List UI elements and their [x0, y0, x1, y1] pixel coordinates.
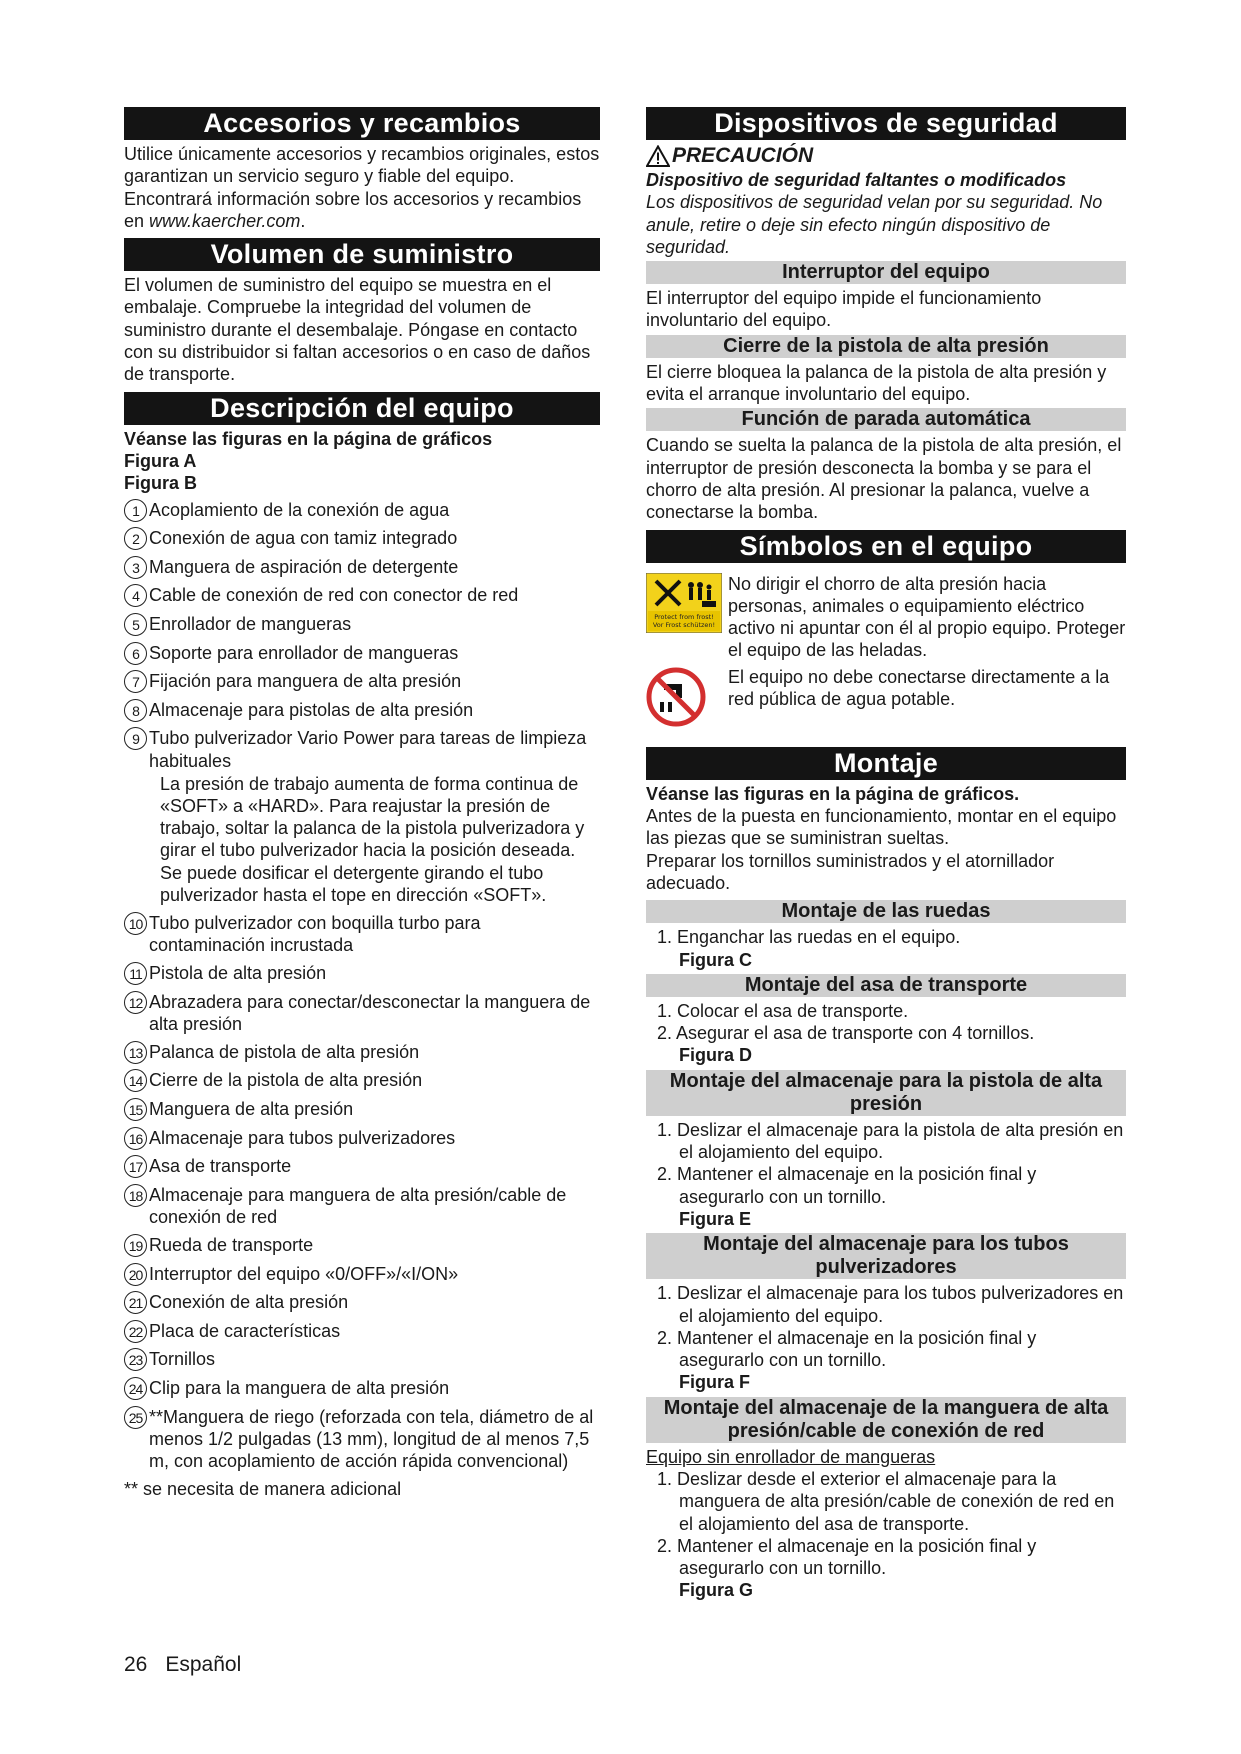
item-label: Almacenaje para manguera de alta presión/cable de conexión de red — [149, 1184, 567, 1228]
component-item — [124, 642, 600, 665]
item-label: Placa de características — [149, 1320, 341, 1341]
component-item — [124, 613, 600, 636]
handle-steps — [646, 1000, 1126, 1045]
figure-f-label: Figura F — [679, 1372, 750, 1393]
figure-b-label: Figura B — [124, 473, 198, 494]
item-number-badge: 25 — [124, 1406, 147, 1429]
frost-warning-sticker-icon — [646, 573, 722, 633]
subheading-wheels: Montaje de las ruedas — [646, 900, 1126, 923]
component-item — [124, 1320, 600, 1343]
item-number-badge: 1 — [124, 499, 147, 522]
item-9-note-text: La presión de trabajo aumenta de forma continua de «SOFT» a «HARD». Para reajustar la presión de trabajo, soltar la palanca de la pistola pulverizadora y girar el tubo pulverizador hacia la posición deseada. Se puede dosificar el detergente girando el tubo pulverizador hasta el tope en dirección «SOFT». — [160, 773, 585, 905]
item-number-badge: 18 — [124, 1184, 147, 1207]
subheading-auto-stop: Función de parada automática — [646, 408, 1126, 431]
hose-storage-steps — [646, 1468, 1126, 1579]
hose-storage-step: 2. Mantener el almacenaje en la posición final y asegurarlo con un tornillo. — [657, 1535, 1037, 1579]
item-number-badge: 7 — [124, 670, 147, 693]
no-drinking-water-symbol — [646, 666, 722, 733]
item-label: Manguera de aspiración de detergente — [149, 556, 459, 577]
tube-storage-step: 2. Mantener el almacenaje en la posición final y asegurarlo con un tornillo. — [657, 1327, 1037, 1371]
item-label: Cable de conexión de red con conector de red — [149, 585, 519, 606]
component-item — [124, 1098, 600, 1121]
item-label: Fijación para manguera de alta presión — [149, 671, 462, 692]
component-item — [124, 1041, 600, 1064]
section-heading-supply: Volumen de suministro — [124, 238, 600, 271]
component-item — [124, 556, 600, 579]
assembly-see-figures: Véanse las figuras en la página de gráficos. — [646, 783, 1020, 804]
figure-d-label: Figura D — [679, 1045, 753, 1066]
subheading-switch: Interruptor del equipo — [646, 261, 1126, 284]
item-number-badge: 16 — [124, 1127, 147, 1150]
item-number-badge: 19 — [124, 1234, 147, 1257]
component-item — [124, 1155, 600, 1178]
item-label: Pistola de alta presión — [149, 963, 327, 984]
figure-e-label: Figura E — [679, 1208, 752, 1229]
subheading-handle: Montaje del asa de transporte — [646, 974, 1126, 997]
item-9-note — [124, 773, 600, 907]
item-label: Soporte para enrollador de mangueras — [149, 642, 459, 663]
component-item — [124, 1377, 600, 1400]
symbol-row-jet — [646, 573, 1126, 662]
tube-storage-steps — [646, 1282, 1126, 1371]
supply-text: El volumen de suministro del equipo se muestra en el embalaje. Compruebe la integridad del volumen de suministro durante el desembalaje. Póngase en contacto con su distribuidor si faltan accesorios o en caso de daños de transporte. — [124, 275, 591, 385]
item-label: Manguera de alta presión — [149, 1099, 354, 1120]
component-item — [124, 699, 600, 722]
component-item — [124, 1406, 600, 1473]
component-item — [124, 584, 600, 607]
item-number-badge: 12 — [124, 991, 147, 1014]
subheading-gun-storage: Montaje del almacenaje para la pistola de alta presión — [646, 1070, 1126, 1116]
item-number-badge: 15 — [124, 1098, 147, 1121]
tube-storage-step: 1. Deslizar el almacenaje para los tubos pulverizadores en el alojamiento del equipo. — [657, 1283, 1124, 1326]
handle-step: 1. Colocar el asa de transporte. — [657, 1000, 909, 1021]
component-item — [124, 1184, 600, 1229]
component-item — [124, 1291, 600, 1314]
symbol-jet-text: No dirigir el chorro de alta presión hacia personas, animales o equipamiento eléctrico activo ni apuntar con él al propio equipo. Proteger el equipo de las heladas. — [728, 573, 1126, 661]
section-heading-symbols: Símbolos en el equipo — [646, 530, 1126, 563]
section-heading-assembly: Montaje — [646, 747, 1126, 780]
gun-storage-step: 2. Mantener el almacenaje en la posición final y asegurarlo con un tornillo. — [657, 1164, 1037, 1207]
item-label: Asa de transporte — [149, 1156, 292, 1177]
item-label: Abrazadera para conectar/desconectar la manguera de alta presión — [149, 991, 591, 1034]
hose-storage-subtitle: Equipo sin enrollador de mangueras — [646, 1446, 936, 1467]
figure-c-label: Figura C — [679, 949, 753, 970]
section-heading-safety: Dispositivos de seguridad — [646, 107, 1126, 140]
item-label: Clip para la manguera de alta presión — [149, 1377, 450, 1398]
item-label: Interruptor del equipo «0/OFF»/«I/ON» — [149, 1263, 459, 1284]
component-item — [124, 1127, 600, 1150]
item-label: Tornillos — [149, 1349, 216, 1370]
symbol-water-text: El equipo no debe conectarse directamente a la red pública de agua potable. — [728, 666, 1110, 710]
subheading-gun-lock: Cierre de la pistola de alta presión — [646, 335, 1126, 358]
page-footer — [124, 1653, 259, 1677]
right-column — [646, 107, 1126, 1602]
component-list — [124, 499, 600, 1473]
item-number-badge: 2 — [124, 527, 147, 550]
item-number-badge: 22 — [124, 1320, 147, 1343]
item-number-badge: 11 — [124, 962, 147, 985]
item-label: Conexión de agua con tamiz integrado — [149, 528, 458, 549]
item-label: Almacenaje para tubos pulverizadores — [149, 1127, 456, 1148]
component-item — [124, 1263, 600, 1286]
item-number-badge: 20 — [124, 1263, 147, 1286]
page-number: 26 — [124, 1653, 148, 1676]
no-spray-frost-sticker — [646, 573, 722, 638]
item-number-badge: 13 — [124, 1041, 147, 1064]
footnote: ** se necesita de manera adicional — [124, 1479, 402, 1500]
caution-label: PRECAUCIÓN — [646, 143, 1126, 169]
item-label: Enrollador de mangueras — [149, 613, 352, 634]
subheading-hose-storage: Montaje del almacenaje de la manguera de alta presión/cable de conexión de red — [646, 1397, 1126, 1443]
assembly-text: Antes de la puesta en funcionamiento, montar en el equipo las piezas que se suministran sueltas. — [646, 806, 1117, 849]
accessories-text: Utilice únicamente accesorios y recambios originales, estos garantizan un servicio seguro y fiable del equipo. Encontrará información sobre los accesorios y recambios en www.kaercher.com. — [124, 144, 600, 231]
component-item — [124, 962, 600, 985]
item-number-badge: 17 — [124, 1155, 147, 1178]
item-label: Acoplamiento de la conexión de agua — [149, 499, 450, 520]
item-label: **Manguera de riego (reforzada con tela, diámetro de al menos 1/2 pulgadas (13 mm), longitud de al menos 7,5 m, con acoplamiento de acción rápida convencional) — [149, 1406, 594, 1472]
component-item — [124, 1348, 600, 1371]
left-column — [124, 107, 600, 1501]
item-number-badge: 23 — [124, 1348, 147, 1371]
item-label: Conexión de alta presión — [149, 1292, 349, 1313]
no-drinking-water-icon — [646, 666, 722, 728]
figure-g-label: Figura G — [679, 1580, 754, 1601]
item-label: Tubo pulverizador Vario Power para tareas de limpieza habituales — [149, 728, 587, 771]
sticker-label-en: Protect from frost! — [654, 612, 714, 621]
gun-lock-text: El cierre bloquea la palanca de la pistola de alta presión y evita el arranque involuntario del equipo. — [646, 361, 1107, 405]
item-label: Tubo pulverizador con boquilla turbo para contaminación incrustada — [149, 912, 481, 956]
component-item — [124, 527, 600, 550]
symbol-row-water — [646, 666, 1126, 733]
section-heading-description: Descripción del equipo — [124, 392, 600, 425]
sticker-label-de: Vor Frost schützen! — [652, 620, 716, 629]
component-item — [124, 1069, 600, 1092]
auto-stop-text: Cuando se suelta la palanca de la pistola de alta presión, el interruptor de presión desconecta la bomba y se para el chorro de alta presión. Al presionar la palanca, vuelve a conectarse la bomba. — [646, 435, 1122, 523]
item-number-badge: 9 — [124, 727, 147, 750]
gun-storage-step: 1. Deslizar el almacenaje para la pistola de alta presión en el alojamiento del equipo. — [657, 1119, 1124, 1163]
component-item — [124, 1234, 600, 1257]
item-number-badge: 10 — [124, 912, 147, 935]
assembly-text-2: Preparar los tornillos suministrados y el atornillador adecuado. — [646, 850, 1055, 893]
language-label: Español — [165, 1653, 242, 1676]
figure-a-label: Figura A — [124, 450, 197, 471]
item-number-badge: 24 — [124, 1377, 147, 1400]
item-number-badge: 8 — [124, 699, 147, 722]
component-item — [124, 727, 600, 772]
component-item — [124, 991, 600, 1036]
item-label: Rueda de transporte — [149, 1235, 314, 1255]
item-number-badge: 5 — [124, 613, 147, 636]
switch-text: El interruptor del equipo impide el funcionamiento involuntario del equipo. — [646, 288, 1042, 331]
item-label: Palanca de pistola de alta presión — [149, 1041, 420, 1062]
item-number-badge: 6 — [124, 642, 147, 665]
component-item — [124, 912, 600, 957]
item-number-badge: 3 — [124, 556, 147, 579]
item-number-badge: 21 — [124, 1291, 147, 1314]
caution-text: Los dispositivos de seguridad velan por su seguridad. No anule, retire o deje sin efecto ningún dispositivo de seguridad. — [646, 192, 1103, 257]
caution-heading: Dispositivo de seguridad faltantes o modificados — [646, 170, 1067, 190]
item-number-badge: 4 — [124, 584, 147, 607]
hose-storage-step: 1. Deslizar desde el exterior el almacenaje para la manguera de alta presión/cable de conexión de red en el alojamiento del asa de transporte. — [657, 1468, 1115, 1534]
wheels-step: 1. Enganchar las ruedas en el equipo. — [657, 927, 961, 948]
item-label: Almacenaje para pistolas de alta presión — [149, 699, 474, 720]
component-item — [124, 670, 600, 693]
section-heading-accessories: Accesorios y recambios — [124, 107, 600, 140]
website-link[interactable]: www.kaercher.com — [149, 210, 301, 231]
handle-step: 2. Asegurar el asa de transporte con 4 tornillos. — [657, 1023, 1035, 1044]
gun-storage-steps — [646, 1119, 1126, 1208]
description-see-figures: Véanse las figuras en la página de gráficos — [124, 428, 493, 449]
subheading-tube-storage: Montaje del almacenaje para los tubos pulverizadores — [646, 1233, 1126, 1279]
item-label: Cierre de la pistola de alta presión — [149, 1070, 423, 1091]
component-item — [124, 499, 600, 522]
wheels-steps — [646, 926, 1126, 948]
item-number-badge: 14 — [124, 1069, 147, 1092]
warning-triangle-icon — [646, 145, 670, 167]
